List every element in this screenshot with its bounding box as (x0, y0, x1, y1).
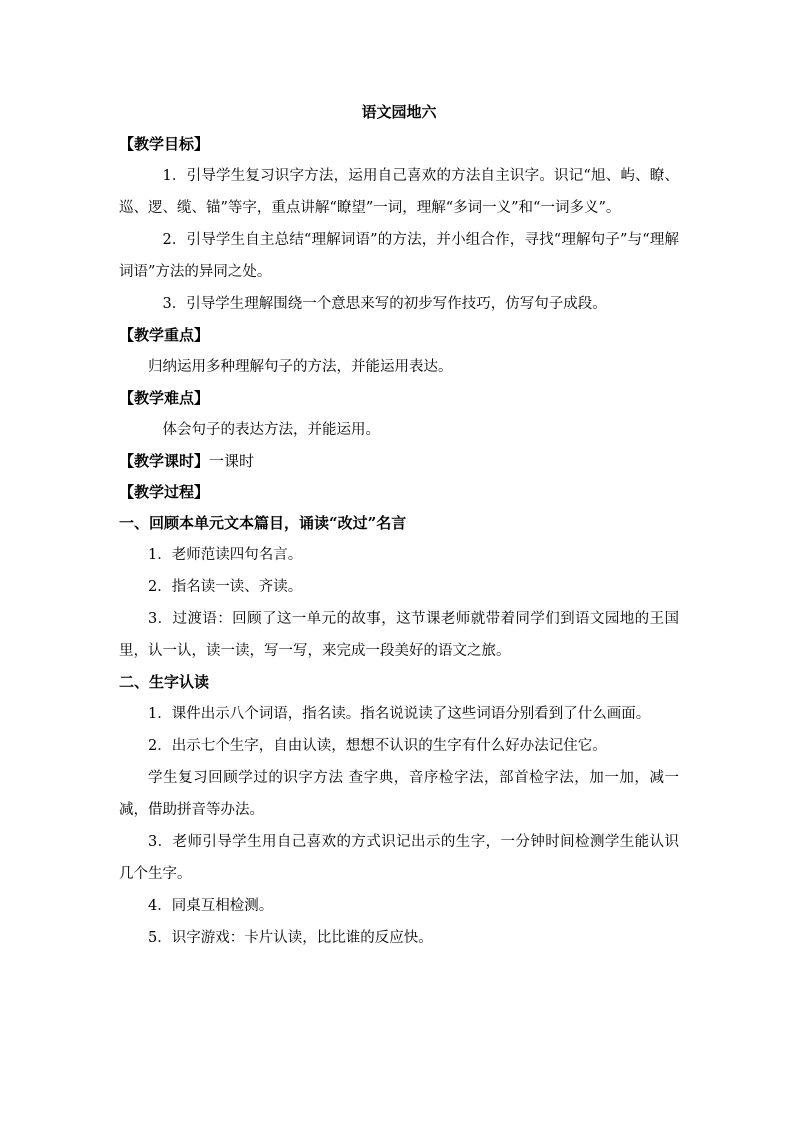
objective-item-3: 3．引导学生理解围绕一个意思来写的初步写作技巧，仿写句子成段。 (162, 296, 607, 312)
objective-item-2: 2．引导学生自主总结“理解词语”的方法，并小组合作，寻找“理解句子”与“理解词语”方法的异同之处。 (119, 232, 679, 280)
document-page (119, 98, 679, 954)
part2-heading: 二、生字认读 (119, 673, 210, 691)
duration-line (119, 446, 679, 477)
part2-item-3: 学生复习回顾学过的识字方法 查字典，音序检字法，部首检字法，加一加，减一减，借助拼音等办法。 (119, 770, 679, 818)
part1-item-2: 2．指名读一读、齐读。 (148, 579, 303, 595)
objectives-heading: 【教学目标】 (119, 135, 210, 153)
duration-value: 一课时 (209, 452, 255, 470)
part1-heading: 一、回顾本单元文本篇目，诵读“改过”名言 (119, 514, 407, 532)
part1-item-3: 3．过渡语：回顾了这一单元的故事，这节课老师就带着同学们到语文园地的王国里，认一认，读一读，写一写，来完成一段美好的语文之旅。 (119, 611, 679, 659)
key-points-text: 归纳运用多种理解句子的方法，并能运用表达。 (148, 359, 453, 375)
part2-item-1: 1．课件出示八个词语，指名读。指名说说读了这些词语分别看到了什么画面。 (148, 706, 651, 722)
objective-item-1: 1．引导学生复习识字方法，运用自己喜欢的方法自主识字。识记“旭、屿、瞭、巡、逻、缆、锚”等字，重点讲解“瞭望”一词，理解“多词一义”和“一词多义”。 (119, 168, 679, 216)
part2-item-4: 3．老师引导学生用自己喜欢的方式识记出示的生字，一分钟时间检测学生能认识几个生字。 (119, 834, 679, 882)
part2-item-2: 2．出示七个生字，自由认读，想想不认识的生字有什么好办法记住它。 (148, 738, 607, 754)
part2-item-6: 5．识字游戏：卡片认读，比比谁的反应快。 (148, 930, 433, 946)
key-points-heading: 【教学重点】 (119, 326, 210, 344)
part1-item-1: 1．老师范读四句名言。 (148, 547, 303, 563)
duration-heading: 【教学课时】 (119, 452, 210, 470)
process-heading: 【教学过程】 (119, 483, 210, 501)
difficulties-text: 体会句子的表达方法，并能运用。 (162, 422, 380, 438)
difficulties-heading: 【教学难点】 (119, 389, 210, 407)
part2-item-5: 4．同桌互相检测。 (148, 898, 274, 914)
document-title: 语文园地六 (361, 103, 437, 121)
